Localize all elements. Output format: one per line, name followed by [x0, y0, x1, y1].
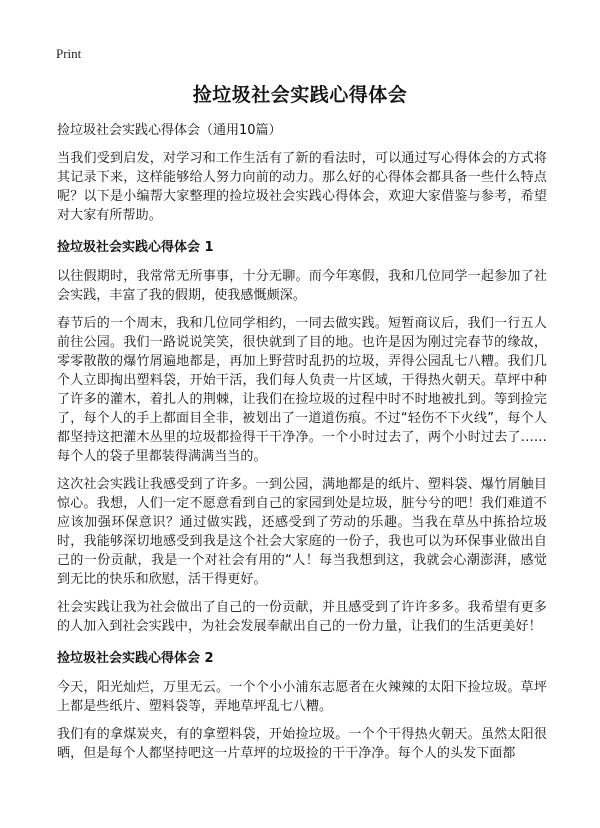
section-2-paragraph-2: 我们有的拿煤炭夹，有的拿塑料袋，开始捡垃圾。一个个干得热火朝天。虽然太阳很晒，但是每个人都坚持吧这一片草坪的垃圾捡的干干净净。每个人的头发下面都 [57, 727, 547, 761]
section-2-paragraph-1: 今天，阳光灿烂，万里无云。一个个小小浦东志愿者在火辣辣的太阳下捡垃圾。草坪上都是些纸片、塑料袋等，弄地草坪乱七八糟。 [57, 680, 547, 714]
section-heading-1: 捡垃圾社会实践心得体会 1 [57, 240, 214, 255]
page-title: 捡垃圾社会实践心得体会 [192, 84, 408, 106]
article-subtitle: 捡垃圾社会实践心得体会（通用10篇） [57, 123, 282, 138]
article-body [57, 122, 547, 772]
section-1-paragraph-4: 社会实践让我为社会做出了自己的一份贡献，并且感受到了许许多多。我希望有更多的人加入到社会实践中，为社会发展奉献出自己的一份力量，让我们的生活更美好！ [57, 600, 547, 634]
intro-paragraph: 当我们受到启发，对学习和工作生活有了新的看法时，可以通过写心得体会的方式将其记录下来，这样能够给人努力向前的动力。那么好的心得体会都具备一些什么特点呢？以下是小编帮大家整理的捡垃圾社会实践心得体会，欢迎大家借鉴与参考，希望对大家有所帮助。 [57, 151, 547, 223]
section-1-paragraph-1: 以往假期时，我常常无所事事，十分无聊。而今年寒假，我和几位同学一起参加了社会实践，丰富了我的假期，使我感慨颇深。 [57, 269, 547, 303]
section-heading-2: 捡垃圾社会实践心得体会 2 [57, 651, 214, 666]
print-link[interactable]: Print [56, 46, 82, 61]
section-1-paragraph-2: 春节后的一个周末，我和几位同学相约，一同去做实践。短暂商议后，我们一行五人前往公园。我们一路说说笑笑，很快就到了目的地。也许是因为刚过完春节的缘故，零零散散的爆竹屑遍地都是，再加上野营时乱扔的垃圾，弄得公园乱七八糟。我们几个人立即掏出塑料袋，开始干活，我们每人负责一片区域，干得热火朝天。草坪中种了许多的灌木，着扎人的荆棘，让我们在捡垃圾的过程中时不时地被扎到。等到捡完了，每个人的手上都面目全非，被划出了一道道伤痕。不过“轻伤不下火线”，每个人都坚持这把灌木丛里的垃圾都捡得干干净净。一个小时过去了，两个小时过去了……每个人的袋子里都装得满满当当的。 [57, 316, 547, 464]
section-1-paragraph-3: 这次社会实践让我感受到了许多。一到公园，满地都是的纸片、塑料袋、爆竹屑触目惊心。我想，人们一定不愿意看到自己的家园到处是垃圾，脏兮兮的吧！我们难道不应该加强环保意识？通过做实践，还感受到了劳动的乐趣。当我在草丛中拣拾垃圾时，我能够深切地感受到我是这个社会大家庭的一份子，我也可以为环保事业做出自己的一份贡献，我是一个对社会有用的“人！每当我想到这，我就会心潮澎湃，感觉到无比的快乐和欣慰，活干得更好。 [57, 477, 547, 587]
